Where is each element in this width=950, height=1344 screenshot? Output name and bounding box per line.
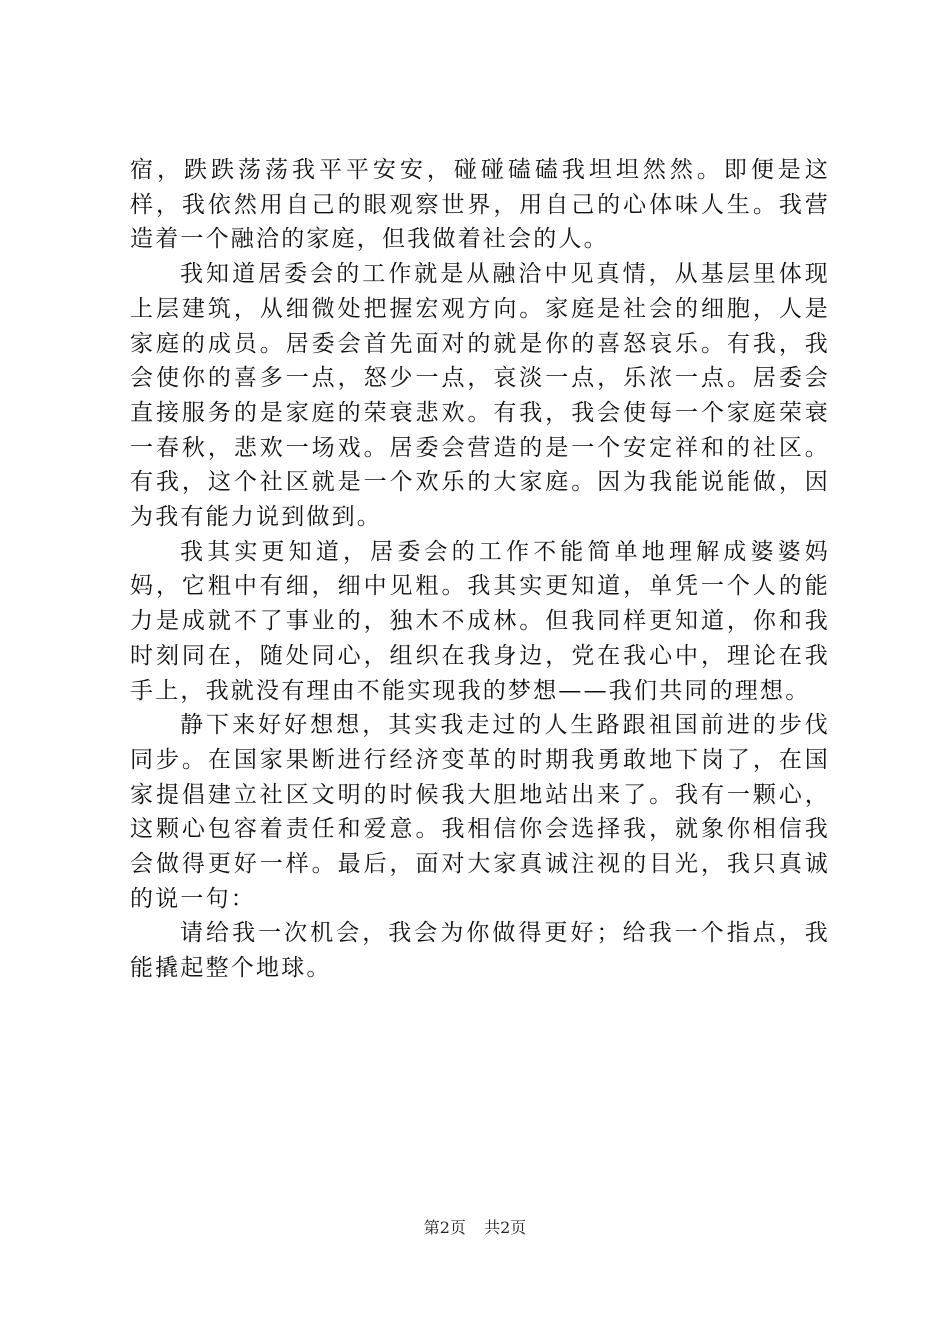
page-footer — [0, 1218, 950, 1238]
page-total: 共2页 — [484, 1218, 527, 1237]
paragraph-continued: 宿，跌跌荡荡我平平安安，碰碰磕磕我坦坦然然。即便是这样，我依然用自己的眼观察世界，用自己的心体味人生。我营造着一个融洽的家庭，但我做着社会的人。 — [130, 157, 830, 253]
paragraph-know-more: 我其实更知道，居委会的工作不能简单地理解成婆婆妈妈，它粗中有细，细中见粗。我其实更知道，单凭一个人的能力是成就不了事业的，独木不成林。但我同样更知道，你和我时刻同在，随处同心，组织在我身边，党在我心中，理论在我手上，我就没有理由不能实现我的梦想——我们共同的理想。 — [130, 538, 830, 704]
paragraph-closing-appeal: 请给我一次机会，我会为你做得更好；给我一个指点，我能撬起整个地球。 — [130, 920, 830, 982]
paragraph-reflection: 静下来好好想想，其实我走过的人生路跟祖国前进的步伐同步。在国家果断进行经济变革的时期我勇敢地下岗了，在国家提倡建立社区文明的时候我大胆地站出来了。我有一颗心，这颗心包容着责任和爱意。我相信你会选择我，就象你相信我会做得更好一样。最后，面对大家真诚注视的目光，我只真诚的说一句： — [130, 712, 830, 912]
page-number: 第2页 — [423, 1218, 466, 1237]
document-body — [130, 153, 830, 986]
paragraph-residents-committee-work: 我知道居委会的工作就是从融洽中见真情，从基层里体现上层建筑，从细微处把握宏观方向。家庭是社会的细胞，人是家庭的成员。居委会首先面对的就是你的喜怒哀乐。有我，我会使你的喜多一点，怒少一点，哀淡一点，乐浓一点。居委会直接服务的是家庭的荣衰悲欢。有我，我会使每一个家庭荣衰一春秋，悲欢一场戏。居委会营造的是一个安定祥和的社区。有我，这个社区就是一个欢乐的大家庭。因为我能说能做，因为我有能力说到做到。 — [130, 261, 830, 531]
